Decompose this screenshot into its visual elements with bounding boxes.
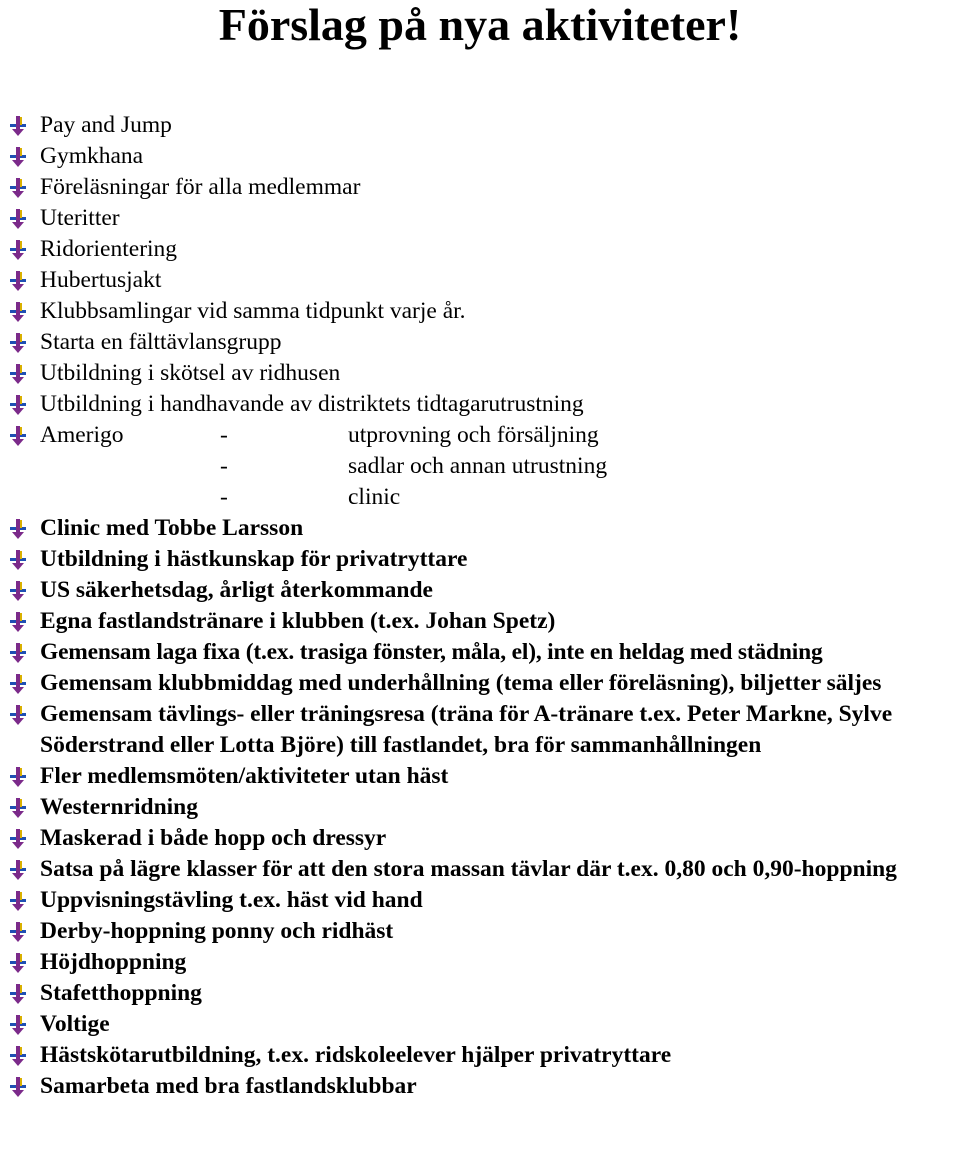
downward-arrow-icon: [8, 1014, 30, 1036]
list-item: Clinic med Tobbe Larsson: [0, 513, 960, 544]
list-item: Gemensam klubbmiddag med underhållning (tema eller föreläsning), biljetter säljes: [0, 668, 960, 699]
downward-arrow-icon: [8, 766, 30, 788]
downward-arrow-icon: [8, 828, 30, 850]
downward-arrow-icon: [8, 394, 30, 416]
downward-arrow-icon: [8, 611, 30, 633]
activity-list: [0, 110, 960, 1102]
list-item: Gemensam tävlings- eller träningsresa (träna för A-tränare t.ex. Peter Markne, Sylve Söderstrand eller Lotta Björe) till fastlandet, bra för sammanhållningen: [0, 699, 960, 761]
downward-arrow-icon: [8, 332, 30, 354]
list-item: Voltige: [0, 1009, 960, 1040]
list-item: Derby-hoppning ponny och ridhäst: [0, 916, 960, 947]
list-item: Utbildning i hästkunskap för privatryttare: [0, 544, 960, 575]
downward-arrow-icon: [8, 177, 30, 199]
downward-arrow-icon: [8, 642, 30, 664]
downward-arrow-icon: [8, 921, 30, 943]
list-item: Ridorientering: [0, 234, 960, 265]
list-item: Utbildning i handhavande av distriktets tidtagarutrustning: [0, 389, 960, 420]
list-item: Pay and Jump: [0, 110, 960, 141]
list-item: Maskerad i både hopp och dressyr: [0, 823, 960, 854]
sub-dash: -: [220, 484, 228, 510]
downward-arrow-icon: [8, 1045, 30, 1067]
downward-arrow-icon: [8, 301, 30, 323]
downward-arrow-icon: [8, 704, 30, 726]
page-title: Förslag på nya aktiviteter!: [218, 0, 742, 50]
downward-arrow-icon: [8, 580, 30, 602]
sub-dash: -: [220, 453, 228, 479]
downward-arrow-icon: [8, 549, 30, 571]
downward-arrow-icon: [8, 983, 30, 1005]
list-item: Stafetthoppning: [0, 978, 960, 1009]
list-item: Satsa på lägre klasser för att den stora massan tävlar där t.ex. 0,80 och 0,90-hoppning: [0, 854, 960, 885]
list-item: Utbildning i skötsel av ridhusen: [0, 358, 960, 389]
downward-arrow-icon: [8, 952, 30, 974]
amerigo-sub-item: sadlar och annan utrustning: [348, 453, 608, 479]
downward-arrow-icon: [8, 1076, 30, 1098]
list-item: Gemensam laga fixa (t.ex. trasiga fönster, måla, el), inte en heldag med städning: [0, 637, 960, 668]
downward-arrow-icon: [8, 673, 30, 695]
downward-arrow-icon: [8, 518, 30, 540]
list-item: Gymkhana: [0, 141, 960, 172]
downward-arrow-icon: [8, 146, 30, 168]
list-item: Egna fastlandstränare i klubben (t.ex. Johan Spetz): [0, 606, 960, 637]
list-item-amerigo: [0, 420, 960, 513]
amerigo-sub-item: utprovning och försäljning: [348, 422, 599, 448]
downward-arrow-icon: [8, 239, 30, 261]
bold-items-group: [0, 513, 960, 1102]
list-item: Höjdhoppning: [0, 947, 960, 978]
sub-dash: -: [220, 422, 228, 448]
downward-arrow-icon: [8, 859, 30, 881]
list-item: Westernridning: [0, 792, 960, 823]
downward-arrow-icon: [8, 797, 30, 819]
list-item: Samarbeta med bra fastlandsklubbar: [0, 1071, 960, 1102]
downward-arrow-icon: [8, 208, 30, 230]
list-item: Uteritter: [0, 203, 960, 234]
downward-arrow-icon: [8, 115, 30, 137]
downward-arrow-icon: [8, 363, 30, 385]
downward-arrow-icon: [8, 890, 30, 912]
list-item: Uppvisningstävling t.ex. häst vid hand: [0, 885, 960, 916]
list-item: Hubertusjakt: [0, 265, 960, 296]
amerigo-label: Amerigo: [40, 422, 124, 448]
downward-arrow-icon: [8, 270, 30, 292]
list-item: Hästskötarutbildning, t.ex. ridskoleelever hjälper privatryttare: [0, 1040, 960, 1071]
list-item: Föreläsningar för alla medlemmar: [0, 172, 960, 203]
list-item: Fler medlemsmöten/aktiviteter utan häst: [0, 761, 960, 792]
list-item: US säkerhetsdag, årligt återkommande: [0, 575, 960, 606]
amerigo-sub-item: clinic: [348, 484, 401, 510]
list-item: Klubbsamlingar vid samma tidpunkt varje år.: [0, 296, 960, 327]
list-item: Starta en fälttävlansgrupp: [0, 327, 960, 358]
